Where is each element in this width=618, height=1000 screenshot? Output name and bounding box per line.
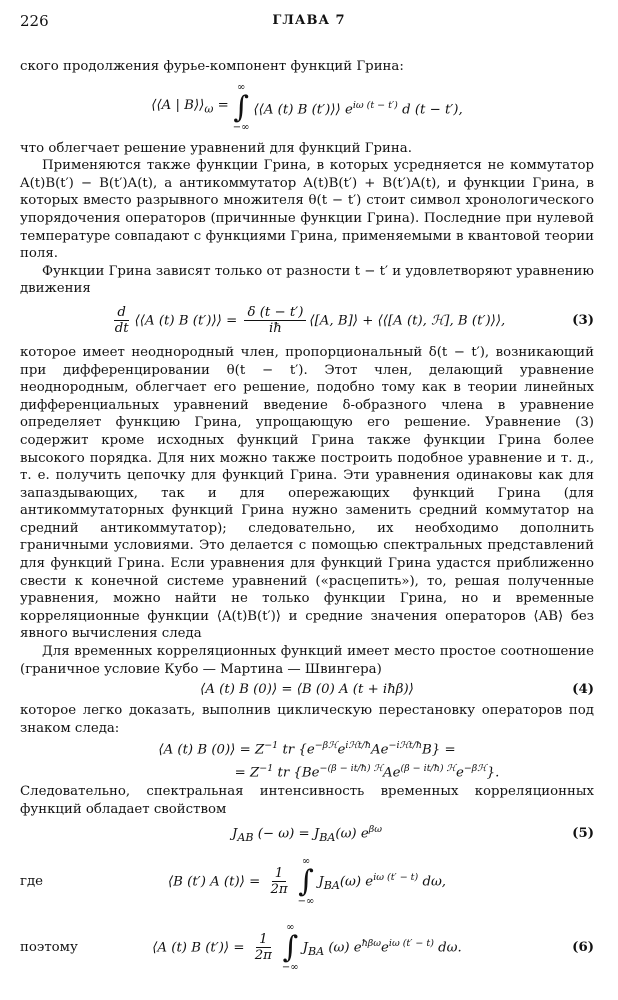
chapter-title: ГЛАВА 7 bbox=[272, 13, 346, 28]
equation-trace-line-1: ⟨A (t) B (0)⟩ = $Z^{-1}$ tr $\{e^{-\beta ℋ}e^{iℋt/ħ}Ae^{-iℋt/ħ}B\}$ = bbox=[158, 740, 456, 758]
page-number: 226 bbox=[20, 12, 49, 30]
page-header bbox=[0, 12, 618, 34]
paragraph: Применяются также функции Грина, в которых усредняется не коммутатор A(t)B(t′) − B(t′)A(t), а антикоммутатор A(t)B(t′) + B(t′)A(t), и функции Грина, в которых вместо разрывного множителя θ(t − t′) стоит символ хронологического упорядочения операторов (причинные функции Грина). Последние при нулевой температуре совпадают с функциями Грина, применяемыми в квантовой теории поля. bbox=[20, 158, 594, 262]
paragraph: что облегчает решение уравнений для функций Грина. bbox=[20, 140, 412, 156]
page-body bbox=[20, 58, 594, 981]
integral-sign: ∞ ∫ −∞ bbox=[281, 921, 299, 973]
paragraph: которое легко доказать, выполнив циклическую перестановку операторов под знаком следа: bbox=[20, 703, 594, 736]
equation-label: поэтому bbox=[20, 939, 78, 955]
equation-4: ⟨A (t) B (0)⟩ = ⟨B (0) A (t + iħβ)⟩ (4) bbox=[200, 682, 594, 698]
equation-5: $J_{AB}$ (− $\omega) = J_{BA}(\omega)$ $e^{\beta\omega}$ (5) bbox=[232, 823, 594, 844]
paragraph: которое имеет неоднородный член, пропорциональный δ(t − t′), возникающий при дифференцировании θ(t − t′). Этот член, делающий уравнение неоднородным, облегчает его решение, подобно тому как в теории линейных дифференциальных уравнений введение δ-образного члена в уравнение определяет функцию Грина, упрощающую его решение. Уравнение (3) содержит кроме исходных функций Грина также функции Грина более высокого порядка. Для них можно также построить подобное уравнение и т. д., т. е. получить цепочку для функций Грина. Эти уравнения одинаковы как для запаздывающих, так и для опережающих функций Грина (для антикоммутаторных функций Грина нужно заменить средний коммутатор на средний антикоммутатор); следовательно, их необходимо дополнить граничными условиями. Это делается с помощью спектральных представлений для функций Грина. Если уравнения для функций Грина удастся приближенно свести к конечной системе уравнений («расцепить»), то, решая полученные уравнения, можно найти не только функции Грина, но и временные корреляционные функции ⟨A(t)B(t′)⟩ и средние значения операторов ⟨AB⟩ без явного вычисления следа bbox=[20, 344, 594, 642]
equation-6: поэтому ⟨A (t) B (t′)⟩ = $\frac{1}{2\pi}$ ∞ ∫ −∞ $J_{BA}$ (ω) $e^{ħ\beta\omega}e^{i\omega (t' - t)}$ dω. (6) bbox=[20, 921, 594, 973]
paragraph: Для временных корреляционных функций имеет место простое соотношение (граничное условие Кубо — Мартина — Швингера) bbox=[20, 644, 594, 677]
equation-number: (6) bbox=[572, 939, 594, 955]
equation-number: (4) bbox=[572, 682, 594, 698]
paragraph: Следовательно, спектральная интенсивность временных корреляционных функций обладает свойством bbox=[20, 784, 594, 817]
equation-spectral: где ⟨B (t′) A (t)⟩ = $\frac{1}{2\pi}$ ∞ ∫ −∞ $J_{BA}(\omega)$ $e^{i\omega (t' - t)}$ dω, bbox=[20, 855, 447, 907]
equation-trace-line-2: = $Z^{-1}$ tr $\{Be^{-(\beta - it/ħ) ℋ}Ae^{(\beta - it/ħ) ℋ}e^{-\beta ℋ}\}$. bbox=[234, 763, 500, 781]
paragraph: Функции Грина зависят только от разности t − t′ и удовлетворяют уравнению движения bbox=[20, 263, 594, 297]
integral-sign: ∞ ∫ −∞ bbox=[297, 855, 315, 907]
equation-label: где bbox=[20, 873, 44, 889]
paragraph: ского продолжения фурье-компонент функций Грина: bbox=[20, 59, 404, 74]
equation-number: (3) bbox=[572, 313, 594, 329]
equation-number: (5) bbox=[572, 825, 594, 841]
equation-3: $\frac{d}{dt}$ ⟨⟨A (t) B (t′)⟩⟩ = $\frac{\delta (t - t')}{iħ}$ ⟨[A, B]⟩ + ⟨⟨[A (t), ℋ], B (t′)⟩⟩, (3) bbox=[114, 305, 594, 337]
equation-fourier: ⟨⟨A | $B⟩⟩_\omega$ = ∞ ∫ −∞ ⟨⟨A (t) B (t′)⟩⟩ $e^{i\omega (t - t')}$ d (t − t′), bbox=[151, 81, 463, 133]
integral-sign: ∞ ∫ −∞ bbox=[232, 81, 250, 133]
